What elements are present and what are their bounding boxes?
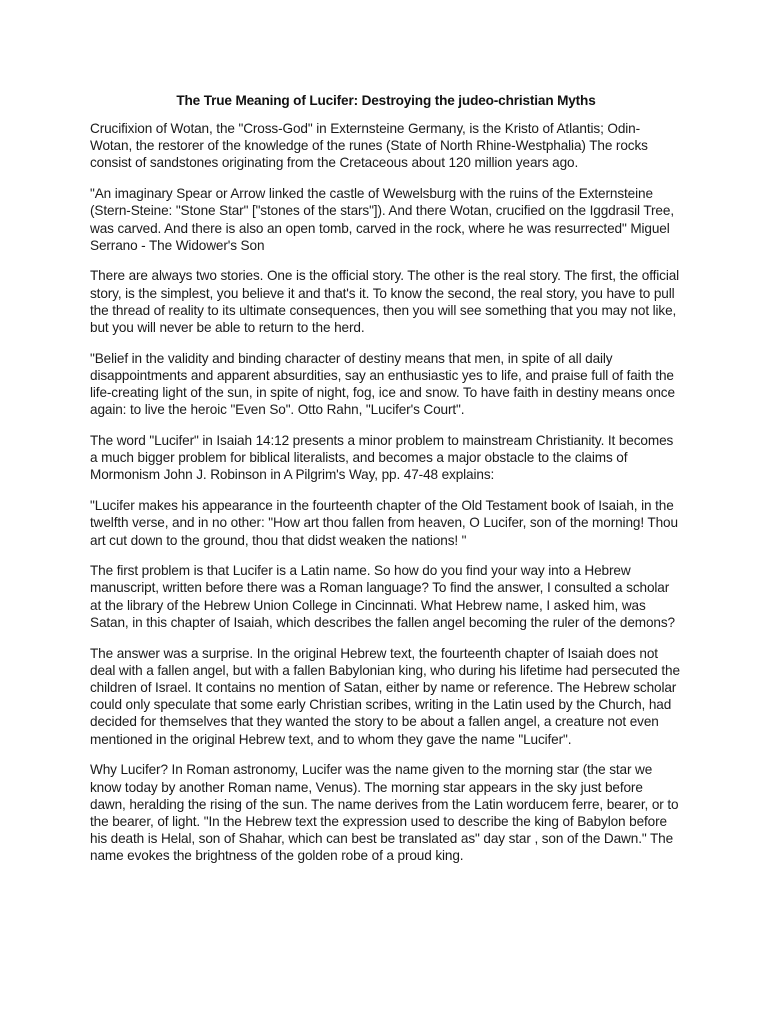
paragraph-serrano-quote: "An imaginary Spear or Arrow linked the castle of Wewelsburg with the ruins of the Externsteine (Stern-Steine: "Stone Star" ["stones of the stars"]). And there Wotan, crucified on the Iggdrasil Tree, was carved. And there is also an open tomb, carved in the rock, where he was resurrected" Miguel Serrano - The Widower's Son [90,186,674,253]
document-title: The True Meaning of Lucifer: Destroying the judeo-christian Myths [176,93,596,108]
paragraph-rahn-quote: "Belief in the validity and binding character of destiny means that men, in spite of all daily disappointments and apparent absurdities, say an enthusiastic yes to life, and praise full of faith the life-creating light of the sun, in spite of night, fog, ice and snow. To have faith in destiny means once again: to live the heroic "Even So". Otto Rahn, "Lucifer's Court". [90,350,675,418]
paragraph-latin-name-problem: The first problem is that Lucifer is a Latin name. So how do you find your way into a Hebrew manuscript, written before there was a Roman language? To find the answer, I consulted a scholar at the library of the Hebrew Union College in Cincinnati. What Hebrew name, I asked him, was Satan, in this chapter of Isaiah, which describes the fallen angel becoming the ruler of the demons? [90,563,675,630]
paragraph-two-stories: There are always two stories. One is the official story. The other is the real story. The first, the official story, is the simplest, you believe it and that's it. To know the second, the real story, you have to pull the thread of reality to its ultimate consequences, then you will see something that you may not like, but you will never be able to return to the herd. [90,268,680,336]
paragraph-isaiah-verse-quote: "Lucifer makes his appearance in the fourteenth chapter of the Old Testament book of Isaiah, in the twelfth verse, and in no other: "How art thou fallen from heaven, O Lucifer, son of the morning! Thou art cut down to the ground, thou that didst weaken the nations! " [90,498,678,548]
paragraph-why-lucifer: Why Lucifer? In Roman astronomy, Lucifer was the name given to the morning star (the star we know today by another Roman name, Venus). The morning star appears in the sky just before dawn, heralding the rising of the sun. The name derives from the Latin worducem ferre, bearer, or to the bearer, of light. "In the Hebrew text the expression used to describe the king of Babylon before his death is Helal, son of Shahar, which can best be translated as" day star , son of the Dawn." The name evokes the brightness of the golden robe of a proud king. [90,762,679,864]
paragraph-isaiah-word: The word "Lucifer" in Isaiah 14:12 presents a minor problem to mainstream Christianity. It becomes a much bigger problem for biblical literalists, and becomes a major obstacle to the claims of Mormonism John J. Robinson in A Pilgrim's Way, pp. 47-48 explains: [90,433,674,483]
paragraph-wotan-crucifixion: Crucifixion of Wotan, the "Cross-God" in Externsteine Germany, is the Kristo of Atlantis; Odin-Wotan, the restorer of the knowledge of the runes (State of North Rhine-Westphalia) The rocks consist of sandstones originating from the Cretaceous about 120 million years ago. [90,121,648,171]
paragraph-answer-surprise: The answer was a surprise. In the original Hebrew text, the fourteenth chapter of Isaiah does not deal with a fallen angel, but with a fallen Babylonian king, who during his lifetime had persecuted the children of Israel. It contains no mention of Satan, either by name or reference. The Hebrew scholar could only speculate that some early Christian scribes, writing in the Latin used by the Church, had decided for themselves that they wanted the story to be about a fallen angel, a creature not even mentioned in the original Hebrew text, and to whom they gave the name "Lucifer". [90,645,680,747]
